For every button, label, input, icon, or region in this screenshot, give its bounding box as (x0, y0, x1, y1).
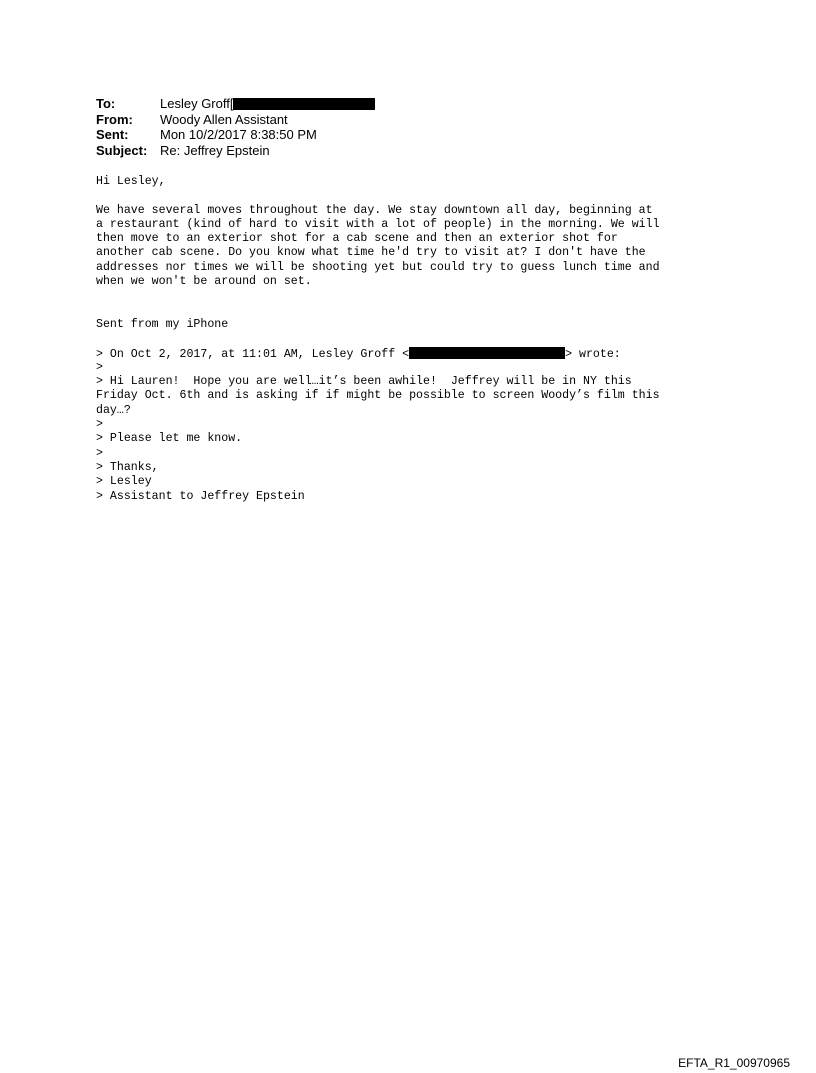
email-body (96, 175, 736, 504)
subject-row (96, 143, 375, 159)
quote-name: > Lesley (96, 475, 152, 489)
greeting: Hi Lesley, (96, 175, 166, 188)
quote-intro-suffix: > wrote: (565, 347, 621, 361)
quote-intro (96, 347, 736, 361)
blank-line (96, 189, 736, 203)
blank-line (96, 332, 736, 346)
paragraph-line: another cab scene. Do you know what time he'd try to visit at? I don't have the (96, 246, 646, 260)
sent-value: Mon 10/2/2017 8:38:50 PM (160, 127, 317, 142)
sent-label: Sent: (96, 127, 129, 142)
signature: Sent from my iPhone (96, 317, 229, 331)
paragraph-line: when we won't be around on set. (96, 275, 312, 289)
quote-blank: > (96, 418, 103, 432)
quote-blank: > (96, 446, 103, 460)
to-value (160, 96, 375, 111)
quote-please: > Please let me know. (96, 432, 243, 446)
subject-label: Subject: (96, 142, 148, 158)
redaction-block (233, 98, 375, 110)
quote-intro-prefix: > On Oct 2, 2017, at 11:01 AM, Lesley Groff < (96, 347, 410, 361)
sent-row (96, 127, 375, 143)
to-label: To: (96, 96, 116, 111)
paragraph-line: We have several moves throughout the day. We stay downtown all day, beginning at (96, 203, 653, 217)
quote-blank: > (96, 360, 103, 374)
paragraph-line: a restaurant (kind of hard to visit with a lot of people) in the morning. We will (96, 217, 660, 231)
from-row (96, 112, 375, 128)
from-value: Woody Allen Assistant (160, 111, 288, 127)
blank-line (96, 304, 736, 318)
quote-line: > Hi Lauren! Hope you are well…it’s been awhile! Jeffrey will be in NY this (96, 375, 632, 389)
blank-line (96, 289, 736, 303)
quote-thanks: > Thanks, (96, 460, 159, 474)
to-recipient: Lesley Groff[ (160, 96, 234, 111)
quote-line: Friday Oct. 6th and is asking if if might be possible to screen Woody’s film this (96, 389, 660, 403)
email-header (96, 96, 375, 158)
document-id: EFTA_R1_00970965 (678, 1056, 790, 1070)
paragraph-line: then move to an exterior shot for a cab scene and then an exterior shot for (96, 232, 618, 246)
quote-title: > Assistant to Jeffrey Epstein (96, 489, 305, 503)
subject-value: Re: Jeffrey Epstein (160, 142, 270, 158)
to-row (96, 96, 375, 112)
redaction-block (409, 347, 565, 359)
paragraph-line: addresses nor times we will be shooting yet but could try to guess lunch time and (96, 260, 660, 274)
from-label: From: (96, 111, 133, 127)
quote-line: day…? (96, 403, 131, 417)
